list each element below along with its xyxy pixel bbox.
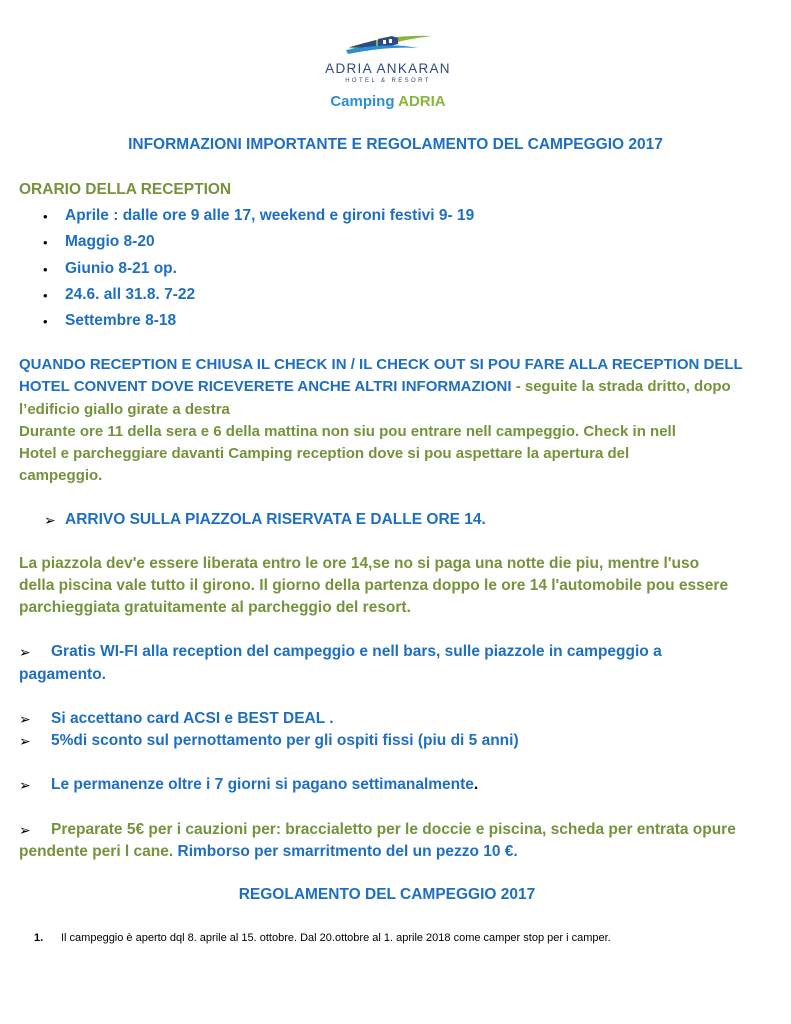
- reception-item-summer: 24.6. all 31.8. 7-22: [65, 286, 196, 303]
- deposit-line-1: Preparate 5€ per i cauzioni per: braccialetto per le doccie e piscina, scheda per entrata opure: [51, 821, 736, 838]
- weekly-note: [51, 776, 478, 794]
- logo-camping-word: Camping: [330, 93, 395, 110]
- logo-brand: ADRIA ANKARAN: [325, 61, 451, 76]
- page-title: INFORMAZIONI IMPORTANTE E REGOLAMENTO DEL CAMPEGGIO 2017: [128, 136, 663, 153]
- bullet-icon: •: [43, 209, 48, 224]
- reception-item-may: Maggio 8-20: [65, 233, 155, 250]
- deposit-line-2-green: pendente peri l cane.: [19, 843, 178, 860]
- wifi-line-2: pagamento.: [19, 666, 106, 683]
- bullet-icon: •: [43, 262, 48, 277]
- arrow-bullet-icon: ➢: [19, 644, 31, 660]
- checkin-line-6: campeggio.: [19, 467, 103, 484]
- deposit-line-2-blue: Rimborso per smarritmento del un pezzo 10 €.: [177, 843, 518, 860]
- deposit-line-2: [19, 843, 518, 861]
- rule-number: 1.: [34, 932, 44, 944]
- logo-mark-icon: [318, 30, 458, 60]
- discount-note: 5%di sconto sul pernottamento per gli ospiti fissi (piu di 5 anni): [51, 732, 519, 749]
- bullet-icon: •: [43, 314, 48, 329]
- checkin-line-3: l’edificio giallo girate a destra: [19, 401, 230, 418]
- logo-camping: [318, 93, 458, 110]
- logo: [318, 30, 458, 115]
- arrow-bullet-icon: ➢: [19, 777, 31, 793]
- rule-text: Il campeggio è aperto dql 8. aprile al 15. ottobre. Dal 20.ottobre al 1. aprile 2018 come camper stop per i camper.: [61, 932, 611, 944]
- arrival-note: ARRIVO SULLA PIAZZOLA RISERVATA E DALLE ORE 14.: [65, 511, 486, 528]
- weekly-note-text: Le permanenze oltre i 7 giorni si pagano settimanalmente: [51, 776, 474, 793]
- logo-camping-name: ADRIA: [398, 93, 446, 110]
- rules-title: REGOLAMENTO DEL CAMPEGGIO 2017: [238, 886, 536, 903]
- reception-item-june: Giunio 8-21 op.: [65, 260, 177, 277]
- arrow-bullet-icon: ➢: [19, 733, 31, 749]
- arrow-bullet-icon: ➢: [19, 822, 31, 838]
- departure-line-1: La piazzola dev'e essere liberata entro le ore 14,se no si paga una notte die piu, mentre l'uso: [19, 555, 700, 572]
- checkin-line-1: QUANDO RECEPTION E CHIUSA IL CHECK IN / IL CHECK OUT SI POU FARE ALLA RECEPTION DELL: [19, 356, 743, 373]
- cards-note: Si accettano card ACSI e BEST DEAL .: [51, 710, 334, 727]
- reception-item-april: Aprile : dalle ore 9 alle 17, weekend e gironi festivi 9- 19: [65, 207, 475, 224]
- checkin-line-4: Durante ore 11 della sera e 6 della mattina non siu pou entrare nell campeggio. Check in nell: [19, 423, 676, 440]
- checkin-line-5: Hotel e parcheggiare davanti Camping reception dove si pou aspettare la apertura del: [19, 445, 630, 462]
- wifi-line-1: Gratis WI-FI alla reception del campeggio e nell bars, sulle piazzole in campeggio a: [51, 643, 662, 660]
- logo-sub: HOTEL & RESORT: [345, 78, 431, 84]
- departure-line-2: della piscina vale tutto il girono. Il giorno della partenza doppo le ore 14 l'automobile pou essere: [19, 577, 729, 594]
- checkin-line-2: [19, 378, 731, 395]
- reception-item-september: Settembre 8-18: [65, 312, 177, 329]
- bullet-icon: •: [43, 288, 48, 303]
- weekly-note-dot: .: [473, 776, 479, 793]
- arrow-bullet-icon: ➢: [44, 512, 56, 528]
- checkin-line-2-green: - seguite la strada dritto, dopo: [515, 378, 731, 395]
- reception-heading: ORARIO DELLA RECEPTION: [19, 181, 232, 198]
- arrow-bullet-icon: ➢: [19, 711, 31, 727]
- bullet-icon: •: [43, 235, 48, 250]
- checkin-line-2-blue: HOTEL CONVENT DOVE RICEVERETE ANCHE ALTRI INFORMAZIONI: [19, 378, 516, 395]
- departure-line-3: parchieggiata gratuitamente al parcheggio del resort.: [19, 599, 411, 616]
